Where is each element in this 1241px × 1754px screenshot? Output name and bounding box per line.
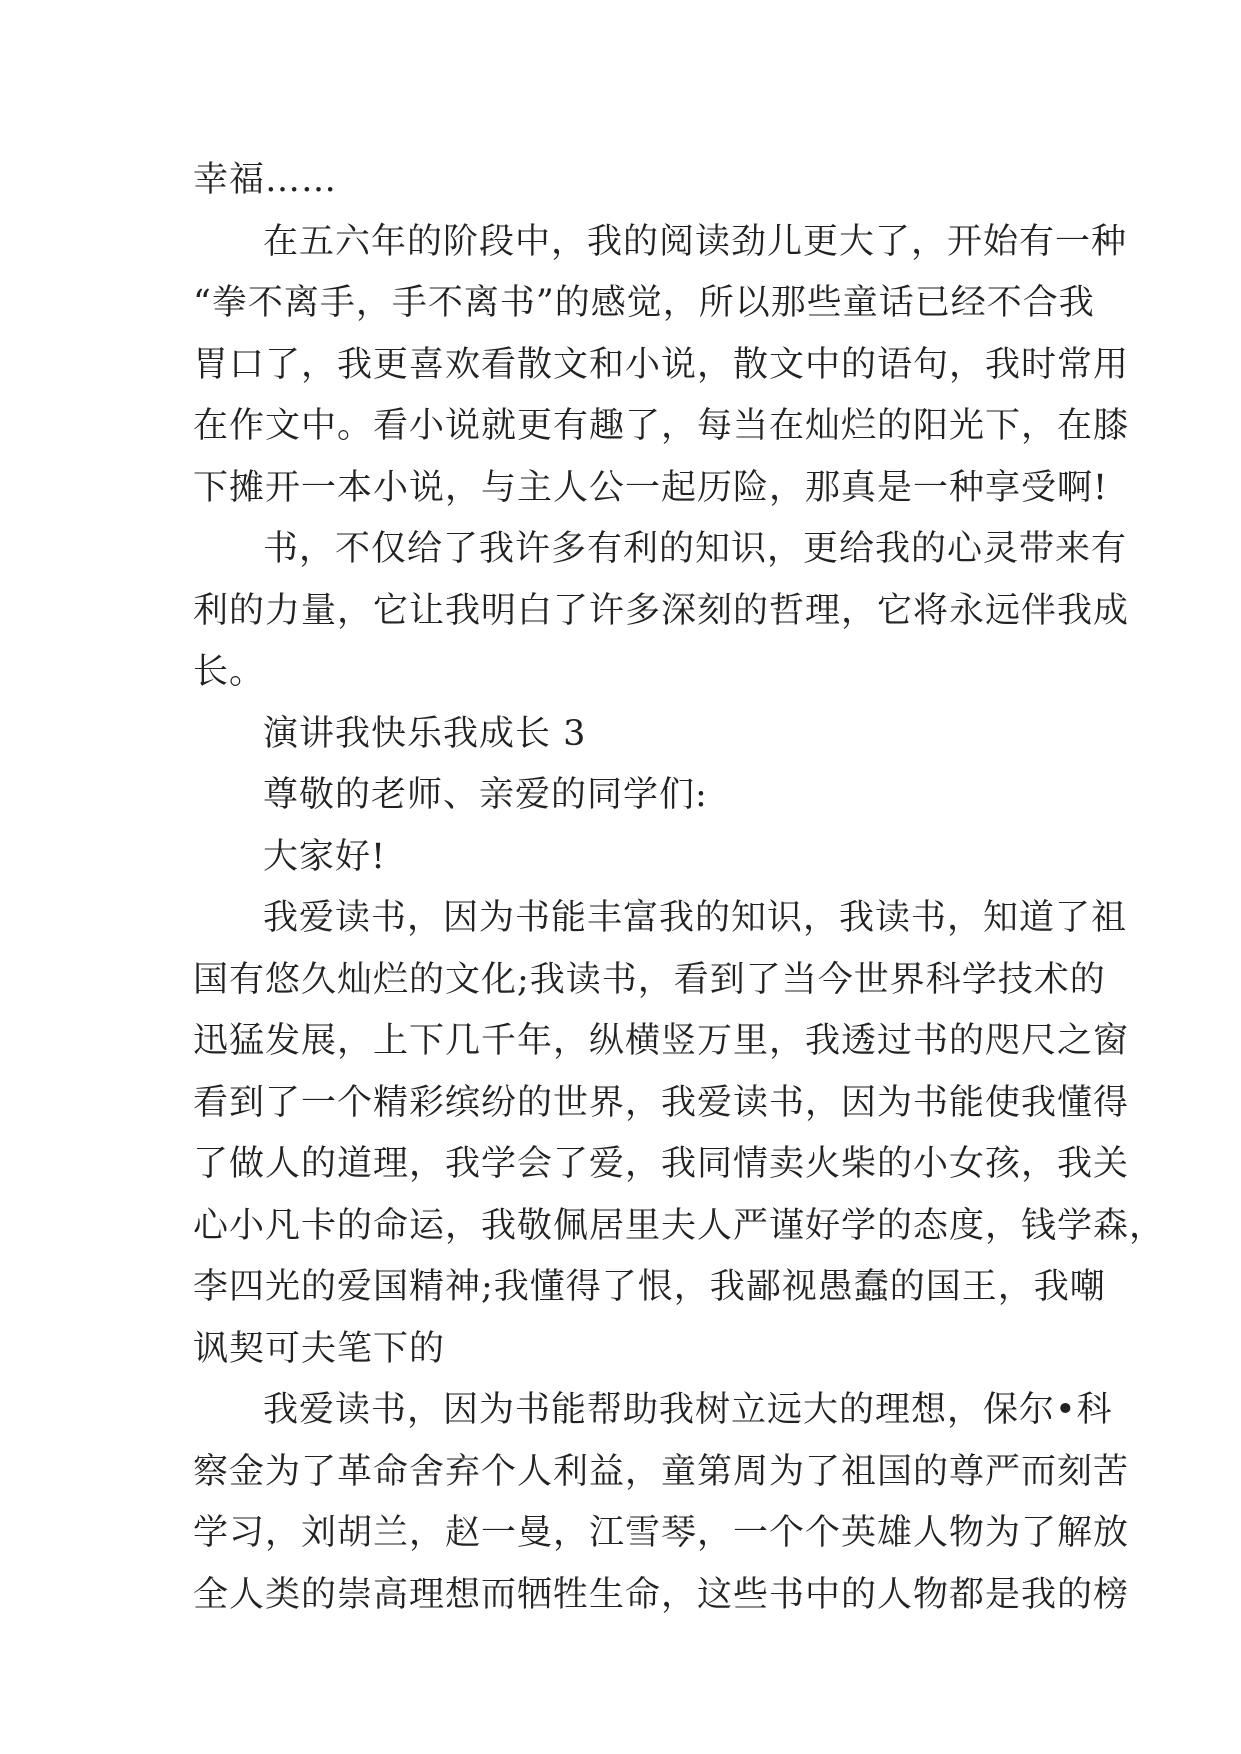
text-line: 尊敬的老师、亲爱的同学们: — [263, 775, 708, 815]
text-line: 我爱读书，因为书能帮助我树立远大的理想，保尔•科 — [263, 1390, 1113, 1430]
text-line: 在作文中。看小说就更有趣了，每当在灿烂的阳光下，在膝 — [193, 406, 1130, 446]
text-line: 在五六年的阶段中，我的阅读劲儿更大了，开始有一种 — [263, 221, 1128, 262]
text-line: 大家好! — [263, 836, 387, 877]
text-line: 迅猛发展，上下几千年，纵横竖万里，我透过书的咫尺之窗 — [193, 1021, 1130, 1061]
text-line: 心小凡卡的命运，我敬佩居里夫人严谨好学的态度，钱学森， — [193, 1205, 1166, 1246]
text-line: 幸福…… — [193, 160, 338, 200]
text-line: 演讲我快乐我成长 3 — [263, 713, 587, 754]
text-line: 国有悠久灿烂的文化;我读书，看到了当今世界科学技术的 — [193, 959, 1106, 1000]
text-line: 讽契可夫笔下的 — [193, 1328, 446, 1369]
text-line: 学习，刘胡兰，赵一曼，江雪琴，一个个英雄人物为了解放 — [193, 1513, 1130, 1553]
text-line: 了做人的道理，我学会了爱，我同情卖火柴的小女孩，我关 — [193, 1144, 1130, 1184]
text-line: 书，不仅给了我许多有利的知识，更给我的心灵带来有 — [263, 529, 1128, 569]
text-line: 看到了一个精彩缤纷的世界，我爱读书，因为书能使我懂得 — [193, 1082, 1130, 1123]
text-line: 胃口了，我更喜欢看散文和小说，散文中的语句，我时常用 — [193, 344, 1130, 385]
text-line: “拳不离手，手不离书”的感觉，所以那些童话已经不合我 — [193, 283, 1095, 323]
text-line: 察金为了革命舍弃个人利益，童第周为了祖国的尊严而刻苦 — [193, 1451, 1130, 1492]
text-line: 下摊开一本小说，与主人公一起历险，那真是一种享受啊! — [193, 467, 1109, 508]
text-line: 全人类的崇高理想而牺牲生命，这些书中的人物都是我的榜 — [193, 1574, 1130, 1615]
text-line: 我爱读书，因为书能丰富我的知识，我读书，知道了祖 — [263, 898, 1128, 938]
text-line: 长。 — [193, 652, 266, 692]
text-line: 利的力量，它让我明白了许多深刻的哲理，它将永远伴我成 — [193, 590, 1130, 631]
document-body — [193, 150, 1166, 1626]
text-line: 李四光的爱国精神;我懂得了恨，我鄙视愚蠢的国王，我嘲 — [193, 1267, 1106, 1307]
